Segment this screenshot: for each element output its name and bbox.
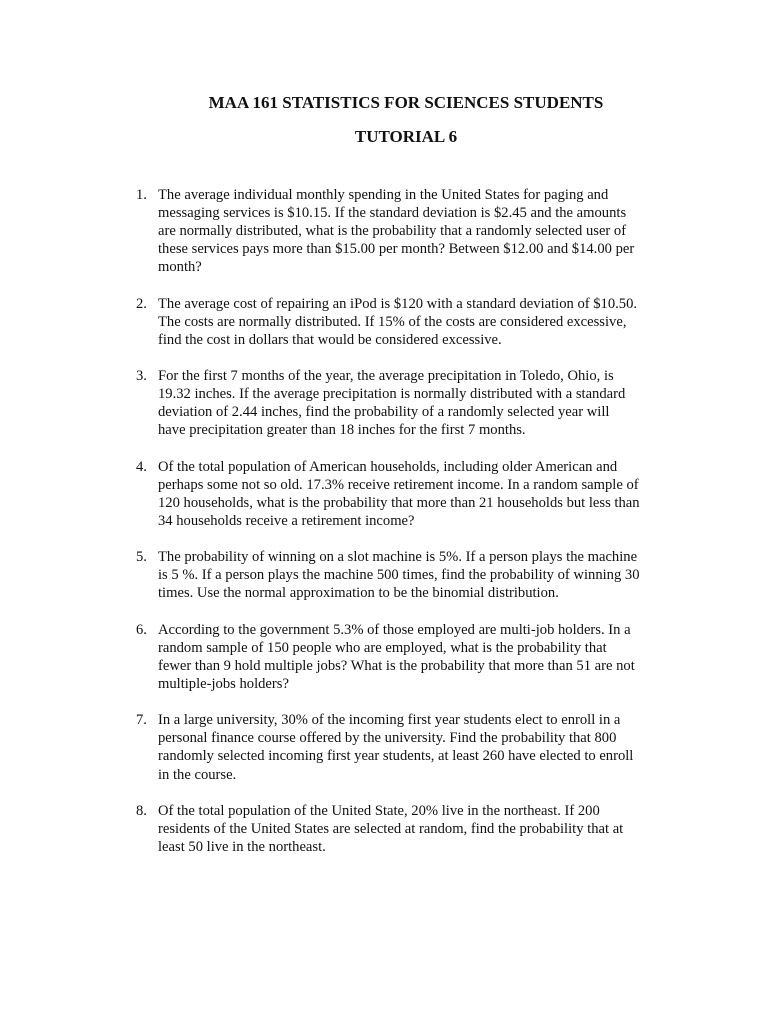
question-text [158,621,666,693]
question-line: perhaps some not so old. 17.3% receive retirement income. In a random sample of [158,476,639,493]
question-text [158,367,666,439]
question-line: The costs are normally distributed. If 15% of the costs are considered excessive, [158,313,627,330]
question-line: Of the total population of American households, including older American and [158,458,618,475]
question-number: 1. [136,187,147,203]
question-line: are normally distributed, what is the probability that a randomly selected user of [158,223,627,240]
question-item [136,458,666,530]
question-line: deviation of 2.44 inches, find the probability of a randomly selected year will [158,404,610,421]
question-item [136,802,666,856]
question-number: 2. [136,295,147,312]
question-line: In a large university, 30% of the incoming first year students elect to enroll in a [158,712,621,729]
question-line: personal finance course offered by the university. Find the probability that 800 [158,730,617,747]
document-title: MAA 161 STATISTICS FOR SCIENCES STUDENTS [208,93,604,112]
question-number: 3. [136,368,147,385]
question-text [158,711,666,783]
question-item [136,548,666,602]
question-text [158,186,666,276]
question-item [136,711,666,783]
question-text [158,458,666,530]
question-line: least 50 live in the northeast. [158,839,326,856]
question-text [158,548,666,602]
question-number: 5. [136,549,147,566]
question-text [158,802,666,856]
question-line: For the first 7 months of the year, the average precipitation in Toledo, Ohio, is [158,368,614,385]
question-item [136,367,666,439]
question-list [136,186,666,874]
question-item [136,186,666,276]
question-item [136,295,666,349]
question-item [136,621,666,693]
question-line: multiple-jobs holders? [158,676,289,692]
question-line: randomly selected incoming first year students, at least 260 have elected to enroll [158,748,634,765]
question-line: find the cost in dollars that would be considered excessive. [158,331,502,348]
question-number: 4. [136,458,147,475]
question-number: 6. [136,621,147,638]
question-line: messaging services is $10.15. If the standard deviation is $2.45 and the amounts [158,205,627,222]
question-line: 120 households, what is the probability that more than 21 households but less than [158,494,640,511]
question-line: random sample of 150 people who are employed, what is the probability that [158,639,607,656]
question-line: The probability of winning on a slot machine is 5%. If a person plays the machine [158,549,638,566]
question-line: fewer than 9 hold multiple jobs? What is the probability that more than 51 are not [158,657,635,674]
question-number: 8. [136,802,147,819]
question-line: Of the total population of the United State, 20% live in the northeast. If 200 [158,802,600,819]
question-line: 19.32 inches. If the average precipitation is normally distributed with a standard [158,386,626,403]
question-line: The average individual monthly spending in the United States for paging and [158,187,609,203]
tutorial-heading: TUTORIAL 6 [354,127,458,146]
question-line: According to the government 5.3% of those employed are multi-job holders. In a [158,621,631,638]
question-line: 34 households receive a retirement income? [158,512,415,529]
question-line: times. Use the normal approximation to be the binomial distribution. [158,585,559,602]
question-text [158,295,666,349]
question-line: these services pays more than $15.00 per month? Between $12.00 and $14.00 per [158,241,635,258]
question-line: residents of the United States are selected at random, find the probability that at [158,820,624,837]
question-line: The average cost of repairing an iPod is $120 with a standard deviation of $10.50. [158,295,638,312]
question-line: is 5 %. If a person plays the machine 500 times, find the probability of winning 30 [158,567,640,584]
question-line: in the course. [158,766,237,783]
question-number: 7. [136,712,147,729]
question-line: have precipitation greater than 18 inches for the first 7 months. [158,422,526,439]
question-line: month? [158,259,202,276]
